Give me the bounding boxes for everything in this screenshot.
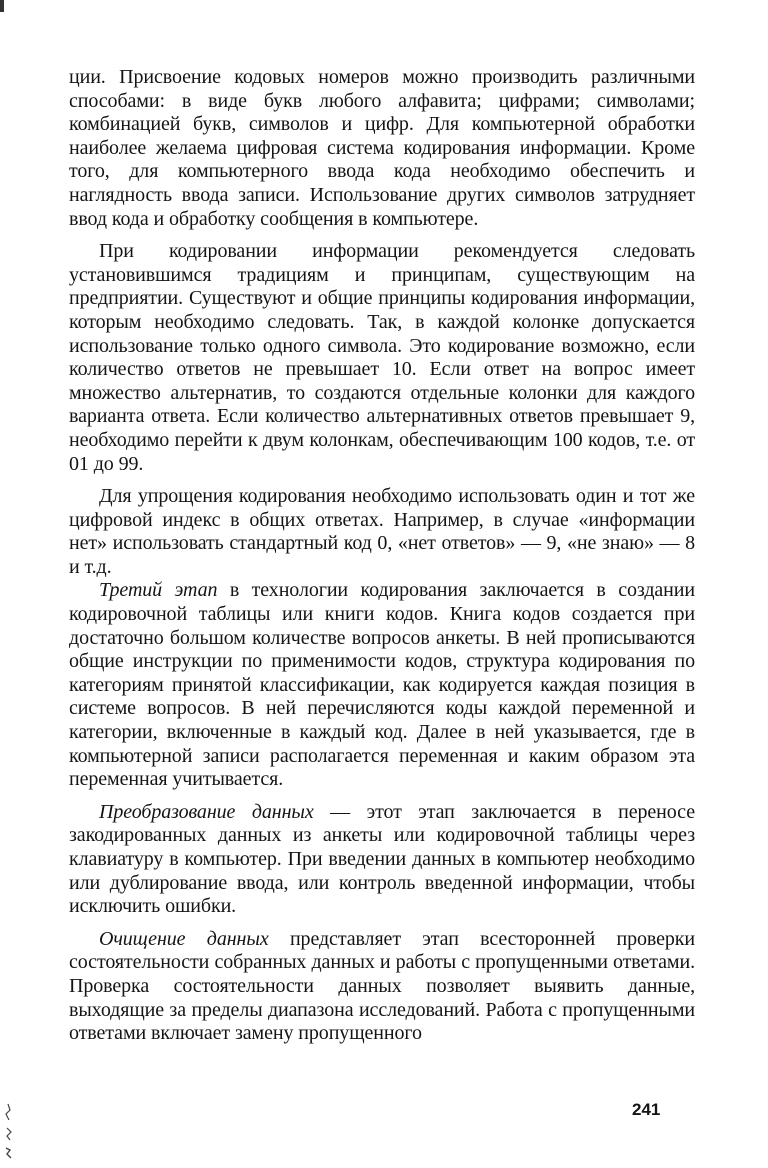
paragraph-6 — [69, 928, 695, 1046]
page-number: 241 — [632, 1100, 661, 1119]
paragraph-5-italic-lead: Преобразование данных — [99, 800, 314, 823]
paragraph-2 — [69, 240, 695, 476]
margin-scan-marks — [1, 1100, 15, 1160]
body-text — [69, 66, 695, 1046]
paragraph-6-text: представляет этап всесторонней проверки состоятельности собранных данных и работы с пропущенными ответами. Проверка состоятельности данных позволяет выявить данные, выходящие за пределы диапазона исследований. Работа с пропущенными ответами включает замену пропущенного — [69, 927, 695, 1045]
scan-corner-mark — [0, 0, 4, 12]
paragraph-1 — [69, 66, 695, 231]
paragraph-5-text: — этот этап заключается в переносе закодированных данных из анкеты или кодировочной таблицы через клавиатуру в компьютер. При введении данных в компьютер необходимо или дублирование ввода, или контроль введенной информации, чтобы исключить ошибки. — [69, 800, 695, 918]
paragraph-4 — [69, 579, 695, 791]
paragraph-3-text: Для упрощения кодирования необходимо использовать один и тот же цифровой индекс в общих ответах. Например, в случае «информации нет» использовать стандартный код 0, «нет ответов» — 9, «не знаю» — 8 и т.д. — [69, 485, 695, 578]
paragraph-6-italic-lead: Очищение данных — [99, 927, 269, 950]
paragraph-2-text: При кодировании информации рекомендуется следовать установившимся традициям и принципам, существующим на предприятии. Существуют и общие принципы кодирования информации, которым необходимо следовать. Так, в каждой колонке допускается использование только одного символа. Это кодирование возможно, если количество ответов не превышает 10. Если ответ на вопрос имеет множество альтернатив, то создаются отдельные колонки для каждого варианта ответа. Если количество альтернативных ответов превышает 9, необходимо перейти к двум колонкам, обеспечивающим 100 кодов, т.е. от 01 до 99. — [69, 240, 695, 475]
paragraph-1-text: ции. Присвоение кодовых номеров можно производить различными способами: в виде букв любого алфавита; цифрами; символами; комбинацией букв, символов и цифр. Для компьютерной обработки наиболее желаема цифровая система кодирования информации. Кроме того, для компьютерного ввода кода необходимо обеспечить и наглядность ввода записи. Использование других символов затрудняет ввод кода и обработку сообщения в компьютере. — [69, 66, 695, 230]
paragraph-4-italic-lead: Третий этап — [99, 579, 218, 602]
paragraph-3 — [69, 485, 695, 579]
paragraph-5 — [69, 801, 695, 919]
paragraph-4-text: в технологии кодирования заключается в создании кодировочной таблицы или книги кодов. Книга кодов создается при достаточно большом количестве вопросов анкеты. В ней прописываются общие инструкции по применимости кодов, структура кодирования по категориям принятой классификации, как кодируется каждая позиция в системе вопросов. В ней перечисляются коды каждой переменной и категории, включенные в каждый код. Далее в ней указывается, где в компьютерной записи располагается переменная и каким образом эта переменная учитывается. — [69, 579, 695, 791]
